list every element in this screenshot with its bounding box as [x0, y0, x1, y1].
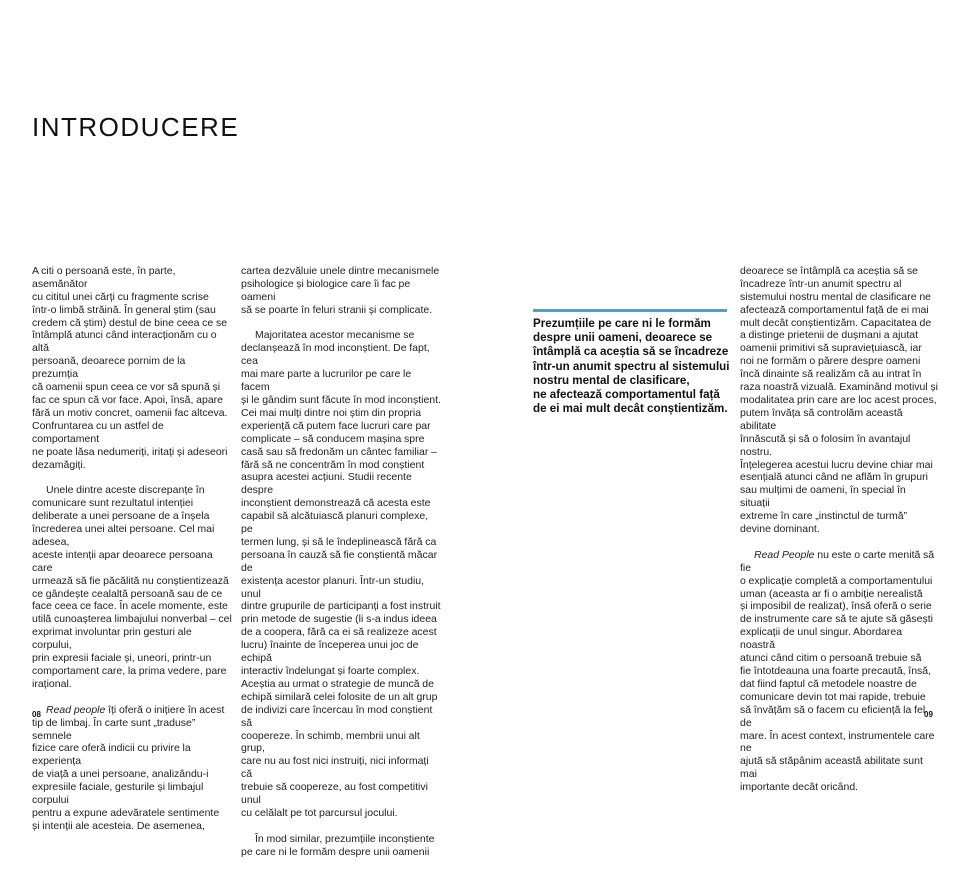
text-column-2 — [241, 252, 441, 872]
paragraph — [740, 549, 938, 794]
paragraph: Unele dintre aceste discrepanțe în comunicare sunt rezultatul intenției deliberate a unei persoane de a înșela încrederea unei altei persoane. Cel mai adesea, aceste intenții apar deoarece persoana care urmează să fie păcălită nu conștientizează ce gândește cealaltă persoană sau de ce face ceea ce face. În acele momente, este utilă cunoașterea limbajului nonverbal – cel exprimat involuntar prin gesturi ale corpului, prin expresii faciale și, uneori, printr-un comportament care, la prima vedere, pare irațional. — [32, 484, 232, 690]
paragraph-text: îți oferă o inițiere în acest tip de limbaj. În carte sunt „traduse” semnele fizice care oferă indicii cu privire la experiența de viață a unei persoane, analizându-i expresiile faciale, gesturile și limbajul corpului pentru a expune adevăratele sentimente și intenții ale acesteia. De asemenea, — [32, 703, 225, 832]
paragraph-text: nu este o carte menită să fie o explicație completă a comportamentului uman (aceasta ar fi o ambiție nerealistă și imposibil de realizat), însă oferă o serie de instrumente care să te ajute să găsești explicații de unul singur. Abordarea noastră atunci când citim o persoană trebuie să fie întotdeauna una foarte precaută, însă, dat fiind faptul că metodele noastre de comunicare devin tot mai rapide, trebuie să învățăm să o facem cu eficiență la fel de mare. În acest context, instrumentele care ne ajută să stăpânim această abilitate sunt mai importante decât oricând. — [740, 548, 935, 794]
text-column-1 — [32, 252, 232, 846]
book-title-italic: Read People — [754, 548, 815, 561]
book-title-italic: Read people — [46, 703, 106, 716]
paragraph: cartea dezvăluie unele dintre mecanismele psihologice și biologice care îi fac pe oameni să se poarte în feluri stranii și complicate. — [241, 264, 440, 316]
pull-quote-rule — [533, 309, 727, 312]
page-number-right: 09 — [924, 710, 933, 719]
paragraph: În mod similar, prezumțiile inconștiente pe care ni le formăm despre unii oamenii — [241, 832, 435, 858]
page-number-left: 08 — [32, 710, 41, 719]
chapter-title: INTRODUCERE — [32, 112, 240, 142]
paragraph: deoarece se întâmplă ca aceștia să se încadreze într-un anumit spectru al sistemului nostru mental de clasificare ne afectează comportamentul față de ei mai mult decât conștientizăm. Capacitatea de a distinge prietenii de dușmani a ajutat oamenii primitivi să supraviețuiască, iar noi ne formăm o părere despre oameni încă dinainte să realizăm că au intrat în raza noastră vizuală. Examinând motivul și modalitatea prin care are loc acest proces, putem învăța să controlăm această abilitate înnăscută și să o folosim în avantajul nostru. Înțelegerea acestui lucru devine chiar mai esențială atunci când ne aflăm în grupuri sau mulțimi de oameni, în special în situații extreme în care „instinctul de turmă” devine dominant. — [740, 264, 939, 536]
text-column-3 — [740, 252, 938, 807]
pull-quote: Prezumțiile pe care ni le formăm despre unii oameni, deoarece se întâmplă ca aceștia să se încadreze într-un anumit spectru al sistemului nostru mental de clasificare, ne afectează comportamentul față de ei mai mult decât conștientizăm. — [533, 317, 730, 416]
paragraph: A citi o persoană este, în parte, asemănător cu cititul unei cărți cu fragmente scrise într-o limbă străină. În general știm (sau credem că știm) destul de bine ceea ce se întâmplă atunci când interacționăm cu o altă persoană, deoarece pornim de la prezumția că oamenii spun ceea ce vor să spună și fac ce spun că vor face. Apoi, însă, apare fără un motiv concret, oamenii fac altceva. Confruntarea cu un astfel de comportament ne poate lăsa nedumeriți, iritați și adeseori dezamăgiți. — [32, 264, 228, 471]
paragraph: Majoritatea acestor mecanisme se declanșează în mod inconștient. De fapt, cea mai mare parte a lucrurilor pe care le facem și le gândim sunt făcute în mod inconștient. Cei mai mulți dintre noi știm din propria experiență că putem face lucruri care par complicate – să conducem mașina spre casă sau să fredonăm un cântec familiar – fără să ne concentrăm în mod conștient asupra acestei acțiuni. Studii recente despre inconștient demonstrează că acesta este capabil să alcătuiască planuri complexe, pe termen lung, și să le îndeplinească fără ca persoana în cauză să fie conștientă măcar de existența acestor planuri. Într-un studiu, unul dintre grupurile de participanți a fost instruit prin metode de sugestie (li s-a indus ideea de a coopera, fără ca ei să realizeze acest lucru) înainte de începerea unui joc de echipă interactiv îndelungat și foarte complex. Aceștia au urmat o strategie de muncă de echipă similară celei folosite de un alt grup de indivizi care încercau în mod conștient să coopereze. În schimb, membrii unui alt grup, care nu au fost nici instruiți, nici informați că trebuie să coopereze, au fost competitivi unul cu celălalt pe tot parcursul jocului. — [241, 329, 441, 819]
paragraph — [32, 704, 232, 833]
